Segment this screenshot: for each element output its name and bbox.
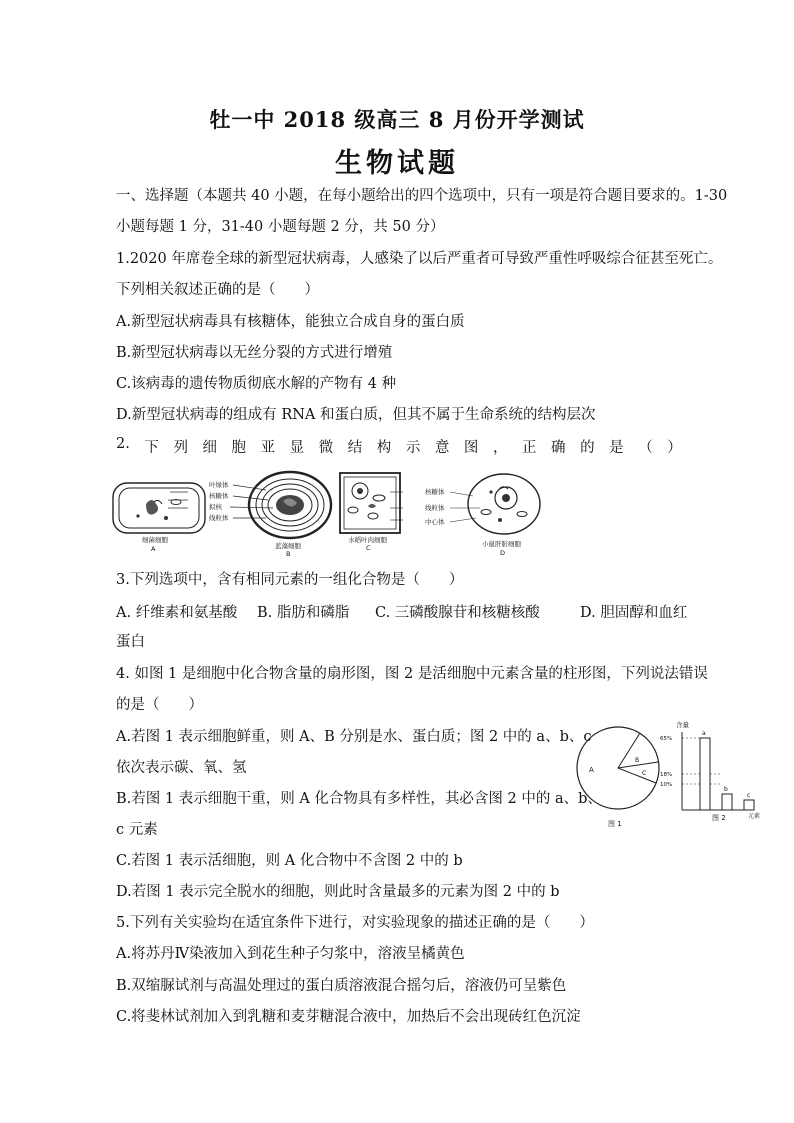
cell-a-letter: A (151, 545, 156, 553)
cell-b-cyanobacterium (209, 472, 331, 558)
fig2-bar-a (700, 738, 710, 810)
q3-option-a: A. 纤维素和氨基酸 (116, 605, 238, 621)
q1-option-d: D.新型冠状病毒的组成有 RNA 和蛋白质，但其不属于生命系统的结构层次 (116, 407, 596, 423)
q4-option-b-line1: B.若图 1 表示细胞干重，则 A 化合物具有多样性，其必含图 2 中的 a、b、 (116, 791, 602, 807)
q1-stem-line1: 1.2020 年席卷全球的新型冠状病毒，人感染了以后严重者可导致严重性呼吸综合征甚至死亡。 (116, 251, 723, 267)
cell-d-animal (468, 474, 540, 557)
q1-option-c: C.该病毒的遗传物质彻底水解的产物有 4 种 (116, 376, 397, 392)
q2-stem-char: 胞 (231, 440, 247, 456)
fig2-bar-c (744, 800, 754, 810)
section-instructions-line2: 小题每题 1 分，31-40 小题每题 2 分，共 50 分） (116, 219, 445, 235)
q2-stem-char: 示 (405, 440, 421, 456)
q2-stem-char: 微 (318, 440, 334, 456)
cell-b-label: 拟核 (209, 503, 222, 511)
q1-option-b: B.新型冠状病毒以无丝分裂的方式进行增殖 (116, 345, 393, 361)
fig2-tick: 18% (660, 772, 673, 778)
q4-figure-1 (572, 726, 672, 832)
q2-stem-char: 的 (580, 440, 595, 456)
q2-stem-char: 列 (173, 440, 188, 456)
q5-stem: 5.下列有关实验均在适宜条件下进行，对实验现象的描述正确的是（ ） (116, 915, 594, 931)
q4-option-b-line2: c 元素 (116, 822, 158, 838)
fig2-bar-label: c (747, 792, 751, 799)
cell-b-label: 线粒体 (209, 514, 229, 522)
q5-option-a: A.将苏丹Ⅳ染液加入到花生种子匀浆中，溶液呈橘黄色 (116, 946, 465, 962)
q2-stem-char: 是 (609, 440, 624, 456)
q2-stem-char: （ (638, 440, 653, 456)
q3-option-b: B. 脂肪和磷脂 (257, 605, 350, 621)
q2-stem-char: 确 (551, 440, 566, 456)
fig1-caption: 图 1 (608, 820, 622, 828)
q4-stem-line1: 4. 如图 1 是细胞中化合物含量的扇形图，图 2 是活细胞中元素含量的柱形图，下列说法错误 (116, 666, 708, 682)
q3-stem: 3.下列选项中，含有相同元素的一组化合物是（ ） (116, 572, 464, 588)
q2-stem-char: 显 (289, 440, 305, 456)
q4-option-c: C.若图 1 表示活细胞，则 A 化合物中不含图 2 中的 b (116, 853, 463, 869)
cell-c-label: 中心体 (425, 518, 445, 526)
q2-stem (116, 436, 682, 457)
fig2-xlabel: 元素 (748, 813, 761, 820)
cell-d-caption: 小鼠肝脏细胞 (482, 540, 521, 548)
q2-stem-char: ， (492, 440, 508, 456)
cell-a-caption: 细菌细胞 (142, 536, 168, 544)
fig2-bar-label: a (702, 730, 706, 737)
cell-b-label: 核糖体 (209, 492, 229, 500)
q3-option-d: D. 胆固醇和血红 (580, 605, 688, 621)
q4-stem-line2: 的是（ ） (116, 697, 203, 713)
fig1-label-c: C (642, 770, 647, 777)
cell-a-bacterium (113, 483, 205, 553)
cell-c-plant (340, 473, 480, 552)
q2-stem-char: ） (667, 440, 682, 456)
q1-option-a: A.新型冠状病毒具有核糖体，能独立合成自身的蛋白质 (116, 314, 465, 330)
q2-stem-char: 下 (144, 440, 159, 456)
fig2-bar-label: b (724, 786, 728, 793)
fig2-tick: 10% (660, 782, 673, 788)
q4-option-a-line1: A.若图 1 表示细胞鲜重，则 A、B 分别是水、蛋白质；图 2 中的 a、b、c (116, 729, 592, 745)
cell-c-caption: 水稻叶肉细胞 (348, 536, 387, 544)
fig1-label-a: A (589, 766, 594, 774)
cell-b-label: 叶绿体 (209, 481, 229, 489)
q3-option-d-cont: 蛋白 (116, 634, 145, 650)
cell-c-label: 线粒体 (425, 504, 445, 512)
q5-option-b: B.双缩脲试剂与高温处理过的蛋白质溶液混合摇匀后，溶液仍可呈紫色 (116, 978, 567, 994)
fig2-ylabel: 含量 (676, 721, 689, 729)
q2-stem-char: 亚 (260, 440, 276, 456)
q2-cell-figure (108, 468, 552, 556)
q4-option-d: D.若图 1 表示完全脱水的细胞，则此时含量最多的元素为图 2 中的 b (116, 884, 560, 900)
exam-title: 牡一中 2018 级高三 8 月份开学测试 (209, 107, 585, 132)
q2-stem-char: 图 (463, 440, 479, 456)
q2-stem-char: 结 (347, 440, 363, 456)
q2-stem-char: 构 (376, 440, 392, 456)
q2-stem-char: 2. (116, 436, 130, 452)
q5-option-c: C.将斐林试剂加入到乳糖和麦芽糖混合液中，加热后不会出现砖红色沉淀 (116, 1009, 581, 1025)
q4-figure-2 (660, 718, 770, 824)
q3-option-c: C. 三磷酸腺苷和核糖核酸 (375, 605, 540, 621)
cell-d-letter: D (500, 549, 506, 557)
section-instructions-line1: 一、选择题（本题共 40 小题，在每小题给出的四个选项中，只有一项是符合题目要求的。1-30 (116, 188, 728, 204)
subject-title: 生物试题 (335, 148, 459, 179)
q2-stem-char: 细 (202, 440, 217, 456)
fig2-tick: 65% (660, 736, 673, 742)
q2-stem-char: 意 (434, 440, 450, 456)
fig2-caption: 图 2 (712, 814, 726, 822)
fig2-bar-b (722, 794, 732, 810)
cell-b-letter: B (286, 550, 291, 558)
cell-c-label: 核糖体 (425, 488, 445, 496)
q1-stem-line2: 下列相关叙述正确的是（ ） (116, 282, 319, 298)
q4-option-a-line2: 依次表示碳、氧、氢 (116, 760, 247, 776)
cell-c-letter: C (366, 544, 371, 552)
fig1-label-b: B (635, 757, 640, 764)
cell-b-caption: 蓝藻细胞 (275, 542, 301, 550)
q2-stem-char: 正 (522, 440, 537, 456)
